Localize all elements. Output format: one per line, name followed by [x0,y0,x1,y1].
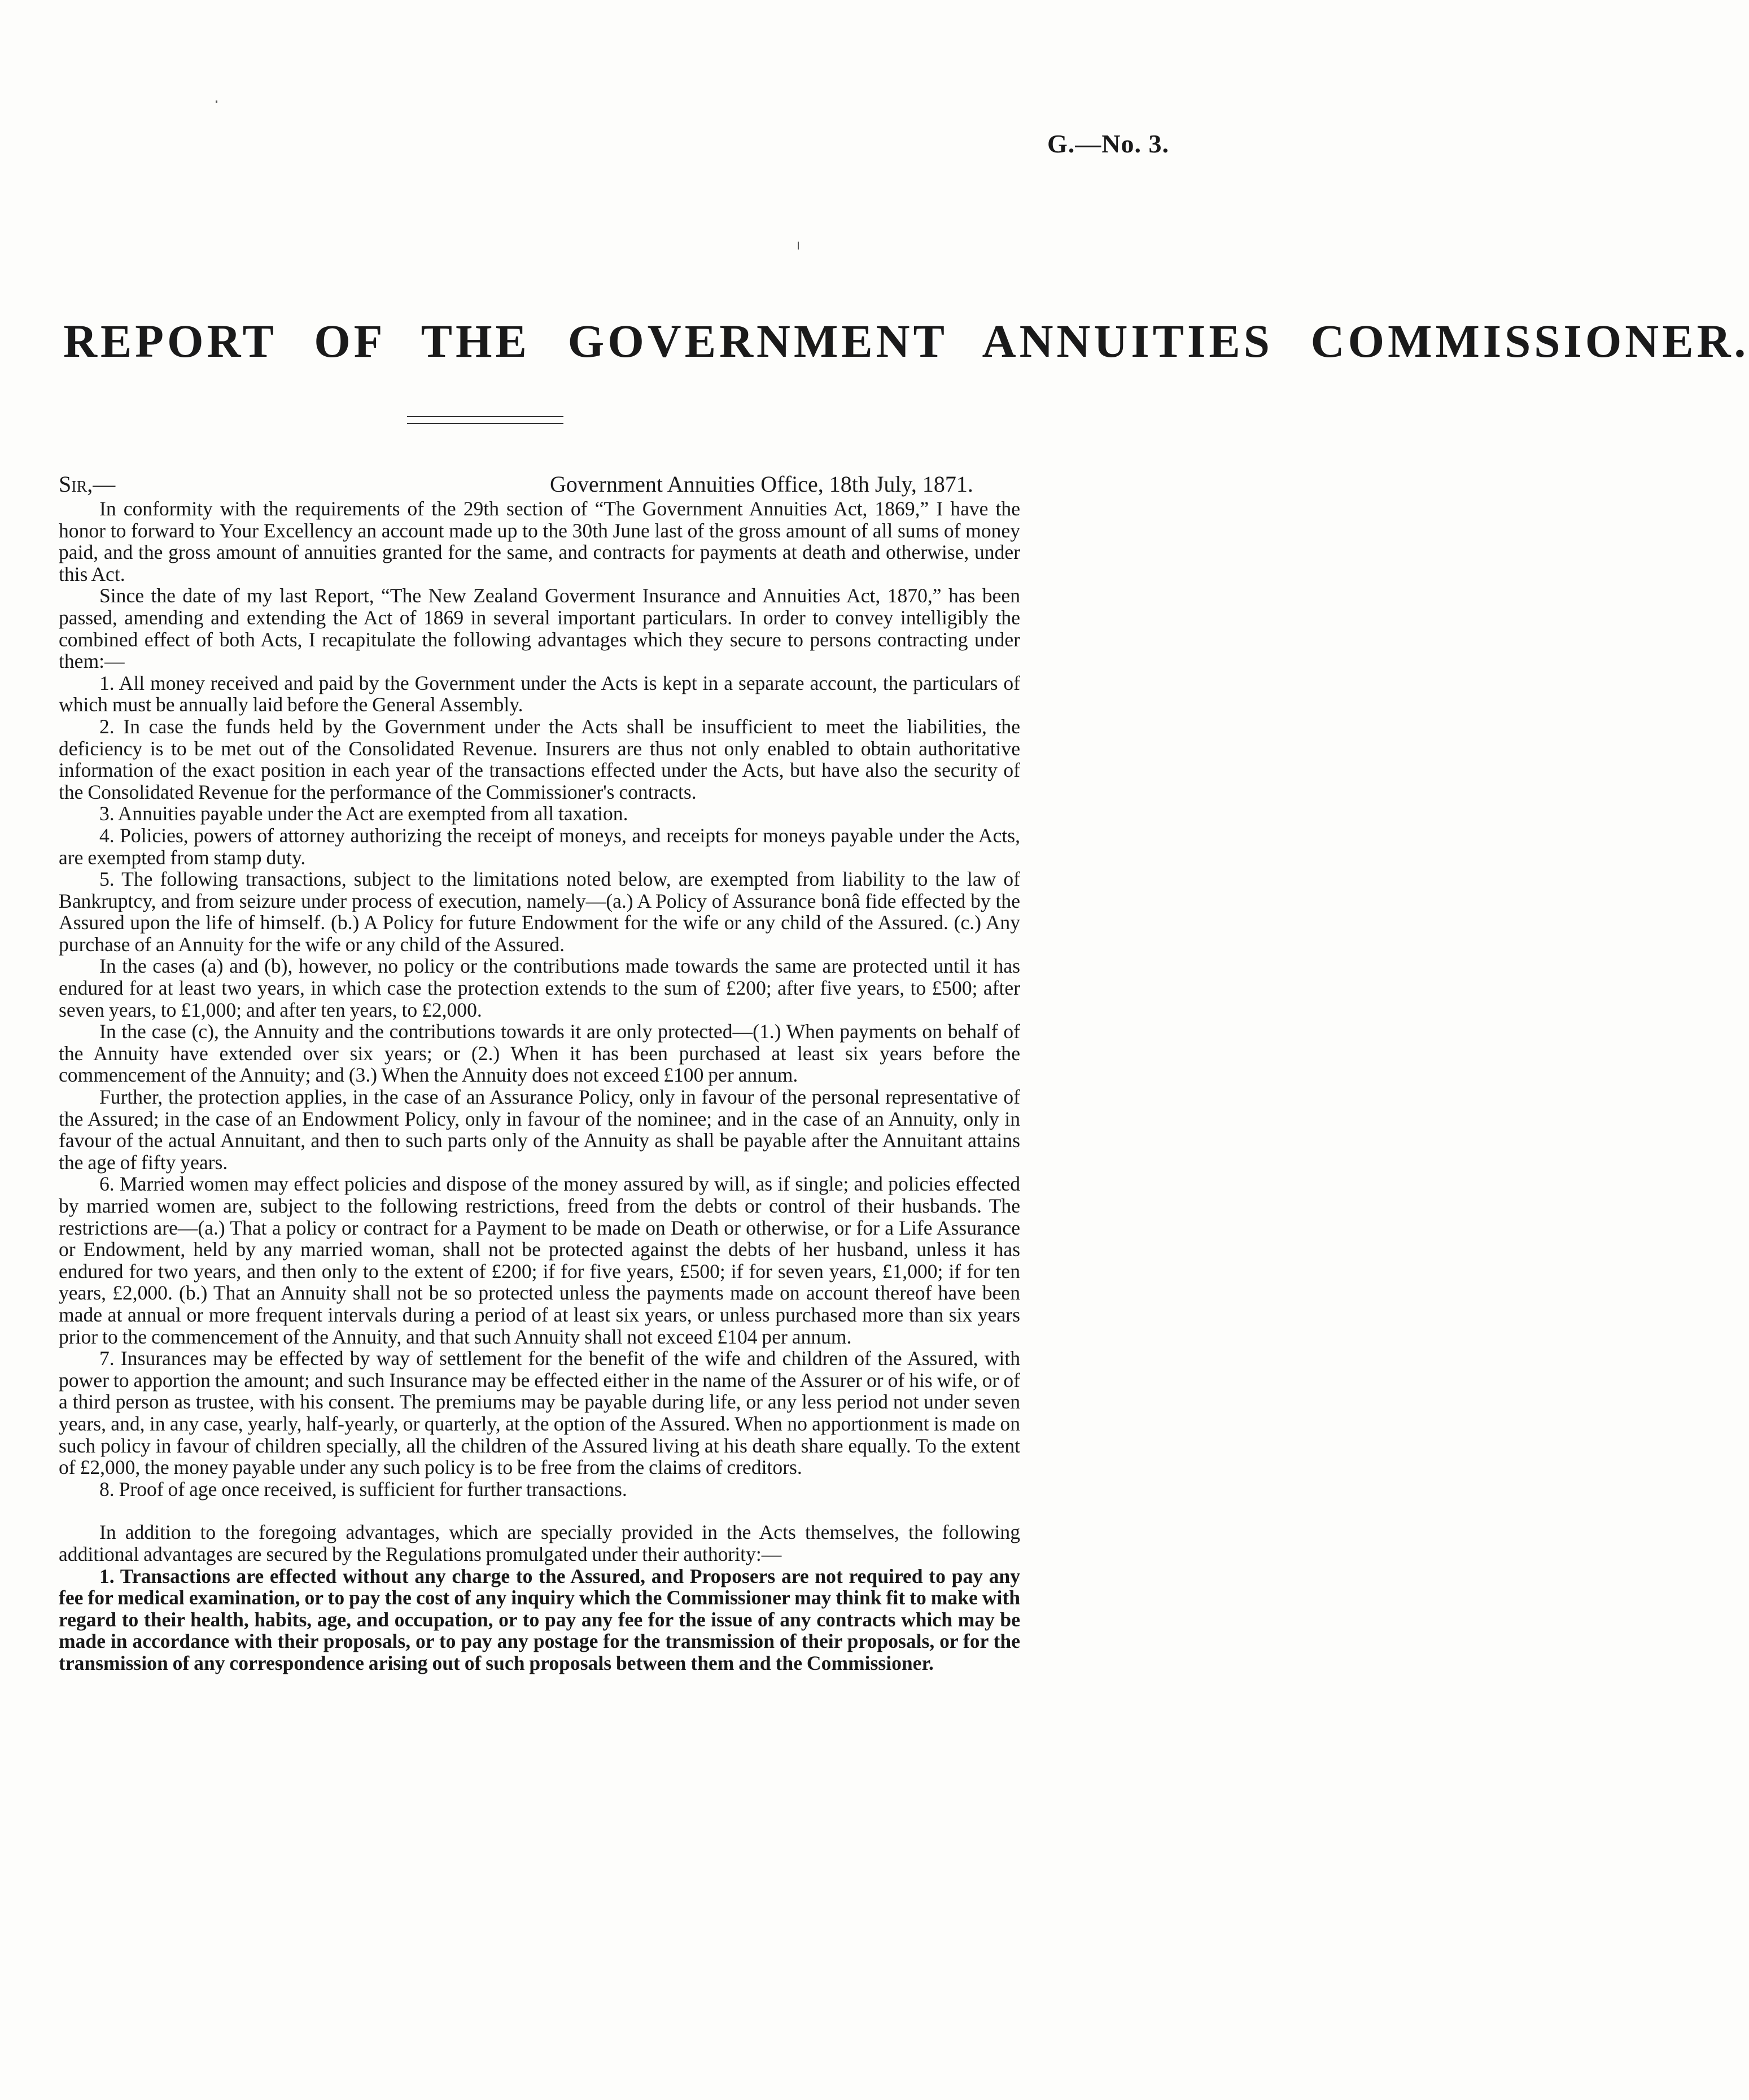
paragraph: 8. Proof of age once received, is sufficient for further transactions. [99,1477,627,1500]
print-speck [216,100,217,103]
place-date: Government Annuities Office, 18th July, 1871. [550,471,973,497]
paragraph: Further, the protection applies, in the case of an Assurance Policy, only in favour of the personal representative of the Assured; in the case of an Endowment Policy, only in favour of the nominee; and in the case of an Annuity, only in favour of the actual Annuitant, and then to such parts only of the Annuity as shall be payable after the Annuitant attains the age of fifty years. [59,1086,1020,1174]
paragraph: Since the date of my last Report, “The New Zealand Goverment Insurance and Annuities Act, 1870,” has been passed, amending and extending the Act of 1869 in several important particulars. In order to convey intelligibly the combined effect of both Acts, I recapitulate the following advantages which they secure to persons contracting under them:— [59,584,1020,673]
paragraph: In the cases (a) and (b), however, no policy or the contributions made towards the same are protected until it has endured for at least two years, in which case the protection extends to the sum of £200; after five years, to £500; after seven years, to £1,000; and after ten years, to £2,000. [59,955,1020,1021]
paragraph: In conformity with the requirements of the 29th section of “The Government Annuities Act, 1869,” I have the honor to forward to Your Excellency an account made up to the 30th June last of the gross amount of all sums of money paid, and the gross amount of annuities granted for the same, and contracts for payments at death and otherwise, under this Act. [59,497,1020,585]
paragraph: 6. Married women may effect policies and dispose of the money assured by will, as if single; and policies effected by married women are, subject to the following restrictions, freed from the debts or control of their husbands. The restrictions are—(a.) That a policy or contract for a Payment to be made on Death or otherwise, or for a Life Assurance or Endowment, held by any married woman, shall not be protected against the debts of her husband, unless it has endured for two years, and then only to the extent of £200; if for five years, £500; if for seven years, £1,000; if for ten years, £2,000. (b.) That an Annuity shall not be so protected unless the payments made on account thereof have been made at annual or more frequent intervals during a period of at least six years, or unless purchased more than six years prior to the commencement of the Annuity, and that such Annuity shall not exceed £104 per annum. [59,1172,1020,1348]
title-rule-bottom [407,423,563,424]
page-reference: G.—No. 3. [1047,129,1169,158]
report-body [59,498,1020,1674]
paragraph: 1. Transactions are effected without any charge to the Assured, and Proposers are not required to pay any fee for medical examination, or to pay the cost of any inquiry which the Commissioner may think fit to make with regard to their health, habits, age, and occupation, or to pay any fee for the issue of any contracts which may be made in accordance with their proposals, or to pay any postage for the transmission of their proposals, or for the transmission of any correspondence arising out of such proposals between them and the Commissioner. [59,1564,1020,1674]
title-rule-top [407,416,563,417]
paragraph: 7. Insurances may be effected by way of settlement for the benefit of the wife and children of the Assured, with power to apportion the amount; and such Insurance may be effected either in the name of the Assurer or of his wife, or of a third person as trustee, with his consent. The premiums may be payable during life, or any less period not under seven years, and, in any case, yearly, half-yearly, or quarterly, at the option of the Assured. When no apportionment is made on such policy in favour of children specially, all the children of the Assured living at his death share equally. To the extent of £2,000, the money payable under any such policy is to be free from the claims of creditors. [59,1347,1020,1479]
salutation: Sir,— [59,471,116,497]
report-title: REPORT OF THE GOVERNMENT ANNUITIES COMMISSIONER. [63,315,1749,367]
paragraph: 5. The following transactions, subject to the limitations noted below, are exempted from liability to the law of Bankruptcy, and from seizure under process of execution, namely—(a.) A Policy of Assurance bonâ fide effected by the Assured upon the life of himself. (b.) A Policy for future Endowment for the wife or any child of the Assured. (c.) Any purchase of an Annuity for the wife or any child of the Assured. [59,868,1020,956]
paragraph: 1. All money received and paid by the Government under the Acts is kept in a separate account, the particulars of which must be annually laid before the General Assembly. [59,671,1020,716]
paragraph: 3. Annuities payable under the Act are exempted from all taxation. [99,802,628,825]
print-speck [798,242,799,250]
paragraph: 4. Policies, powers of attorney authorizing the receipt of moneys, and receipts for moneys payable under the Acts, are exempted from stamp duty. [59,824,1020,869]
paragraph: In addition to the foregoing advantages, which are specially provided in the Acts themselves, the following additional advantages are secured by the Regulations promulgated under their authority:— [59,1521,1020,1565]
paragraph: In the case (c), the Annuity and the contributions towards it are only protected—(1.) When payments on behalf of the Annuity have extended over six years; or (2.) When it has been purchased at least six years before the commencement of the Annuity; and (3.) When the Annuity does not exceed £100 per annum. [59,1020,1020,1087]
paragraph: 2. In case the funds held by the Government under the Acts shall be insufficient to meet the liabilities, the deficiency is to be met out of the Consolidated Revenue. Insurers are thus not only enabled to obtain authoritative information of the exact position in each year of the transactions effected under the Acts, but have also the security of the Consolidated Revenue for the performance of the Commissioner's contracts. [59,715,1020,803]
